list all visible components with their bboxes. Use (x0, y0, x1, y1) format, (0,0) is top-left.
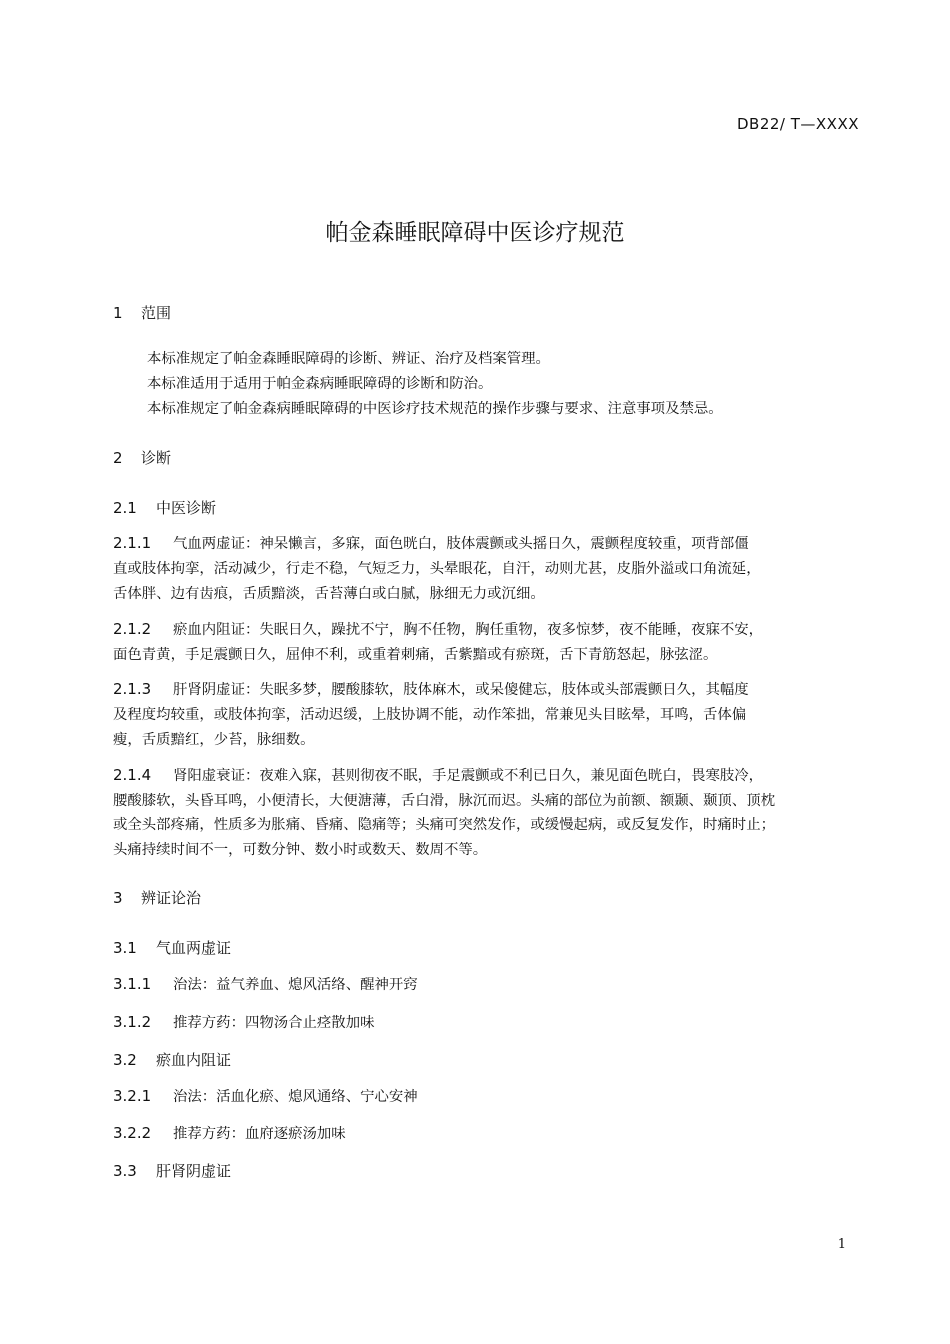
section-title: 辨证论治 (141, 888, 202, 907)
clause-3-2-2 (113, 1121, 870, 1147)
clause-number: 2.1.2 (113, 619, 152, 638)
clause-number: 3.1.2 (113, 1012, 152, 1031)
clause-3-1-2 (113, 1010, 870, 1036)
section-heading-diagnosis (113, 445, 870, 471)
clause-line: 瘀血内阻证：失眠日久，躁扰不宁，胸不任物，胸任重物，夜多惊梦，夜不能睡，夜寐不安， (173, 621, 764, 638)
subsection-title: 中医诊断 (156, 499, 217, 518)
section-heading-syndrome-treatment (113, 885, 870, 911)
document-body (113, 300, 870, 1184)
subsection-title: 肝肾阴虚证 (156, 1162, 232, 1181)
clause-line: 腰酸膝软，头昏耳鸣，小便清长，大便溏薄，舌白滑，脉沉而迟。头痛的部位为前额、额颞、颞顶、顶枕 (113, 792, 775, 809)
clause-line: 或全头部疼痛，性质多为胀痛、昏痛、隐痛等；头痛可突然发作，或缓慢起病，或反复发作，时痛时止； (113, 817, 775, 834)
clause-line: 肾阳虚衰证：夜难入寐，甚则彻夜不眠，手足震颤或不利已日久，兼见面色晄白，畏寒肢冷， (173, 767, 764, 784)
clause-text: 推荐方药：四物汤合止痉散加味 (173, 1014, 375, 1031)
clause-2-1-4 (113, 763, 870, 863)
clause-line: 肝肾阴虚证：失眠多梦，腰酸膝软，肢体麻木，或呆傻健忘，肢体或头部震颤日久，其幅度 (173, 682, 749, 699)
subsection-number: 3.1 (113, 938, 137, 957)
section-number: 1 (113, 304, 123, 322)
clause-line: 面色青黄，手足震颤日久，屈伸不利，或重着刺痛，舌紫黯或有瘀斑，舌下青筋怒起，脉弦涩。 (113, 646, 718, 663)
standard-code: DB22/ T—XXXX (736, 115, 859, 133)
page-title: 帕金森睡眠障碍中医诊疗规范 (325, 220, 625, 246)
clause-line: 头痛持续时间不一，可数分钟、数小时或数天、数周不等。 (113, 842, 488, 859)
clause-3-2-1 (113, 1084, 870, 1110)
clause-2-1-2 (113, 617, 870, 668)
paragraph: 本标准适用于适用于帕金森病睡眠障碍的诊断和防治。 (147, 375, 493, 392)
subsection-heading-3-1 (113, 935, 870, 961)
clause-2-1-3 (113, 677, 870, 752)
page-number: 1 (837, 1237, 846, 1252)
clause-number: 3.1.1 (113, 974, 152, 993)
clause-number: 2.1.1 (113, 534, 152, 553)
section-title: 诊断 (141, 449, 172, 468)
clause-number: 2.1.4 (113, 765, 152, 784)
subsection-number: 3.2 (113, 1050, 137, 1069)
clause-line: 舌体胖、边有齿痕，舌质黯淡，舌苔薄白或白腻，脉细无力或沉细。 (113, 585, 545, 602)
clause-line: 及程度均较重，或肢体拘挛，活动迟缓，上肢协调不能，动作笨拙，常兼见头目眩晕，耳鸣，舌体偏 (113, 707, 747, 724)
clause-line: 气血两虚证：神呆懒言，多寐，面色晄白，肢体震颤或头摇日久，震颤程度较重，项背部僵 (173, 536, 749, 553)
section-heading-scope (113, 300, 870, 326)
paragraph: 本标准规定了帕金森睡眠障碍的诊断、辨证、治疗及档案管理。 (147, 351, 550, 367)
paragraph: 本标准规定了帕金森病睡眠障碍的中医诊疗技术规范的操作步骤与要求、注意事项及禁忌。 (147, 400, 723, 417)
clause-3-1-1 (113, 972, 870, 998)
subsection-heading-3-3 (113, 1158, 870, 1184)
subsection-number: 3.3 (113, 1162, 137, 1181)
clause-text: 推荐方药：血府逐瘀汤加味 (173, 1126, 346, 1143)
clause-text: 治法：益气养血、熄风活络、醒神开窍 (173, 976, 418, 993)
clause-line: 瘦，舌质黯红，少苔，脉细数。 (113, 731, 315, 748)
subsection-heading-3-2 (113, 1047, 870, 1073)
clause-number: 2.1.3 (113, 680, 152, 699)
clause-number: 3.2.2 (113, 1124, 152, 1143)
section-number: 2 (113, 449, 123, 468)
subsection-title: 气血两虚证 (156, 938, 232, 957)
subsection-heading-tcm-diagnosis (113, 495, 870, 521)
clause-text: 治法：活血化瘀、熄风通络、宁心安神 (173, 1088, 418, 1105)
subsection-title: 瘀血内阻证 (156, 1050, 232, 1069)
clause-line: 直或肢体拘挛，活动减少，行走不稳，气短乏力，头晕眼花，自汗，动则尤甚，皮脂外溢或口角流延， (113, 561, 761, 578)
section-title: 范围 (141, 304, 172, 322)
subsection-number: 2.1 (113, 499, 137, 518)
clause-number: 3.2.1 (113, 1086, 152, 1105)
clause-2-1-1 (113, 531, 870, 606)
section-number: 3 (113, 888, 123, 907)
